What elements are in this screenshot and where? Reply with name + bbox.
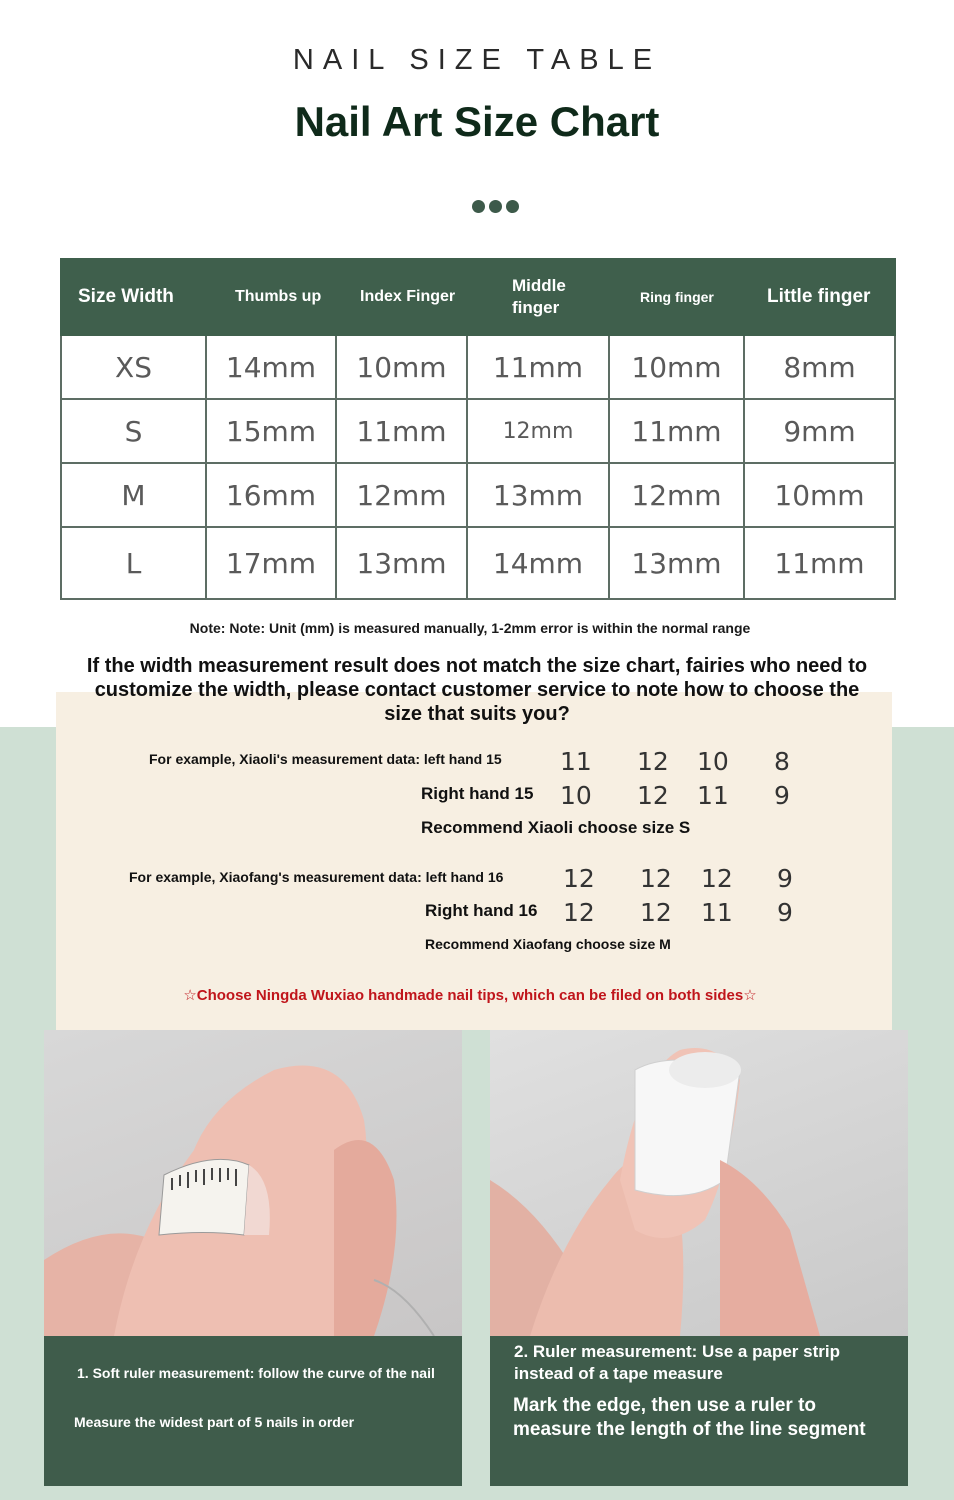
value-cell: 11mm xyxy=(336,399,467,463)
xiaoli-right-value: 10 xyxy=(560,781,592,810)
value-cell: 13mm xyxy=(336,527,467,599)
dot-icon xyxy=(472,200,485,213)
xiaofang-right-value: 9 xyxy=(777,898,793,927)
xiaoli-left-label: For example, Xiaoli's measurement data: left hand 15 xyxy=(149,751,502,767)
xiaofang-left-value: 12 xyxy=(701,864,733,893)
xiaofang-left-value: 9 xyxy=(777,864,793,893)
xiaofang-recommend: Recommend Xiaofang choose size M xyxy=(425,936,671,952)
xiaoli-right-value: 12 xyxy=(637,781,669,810)
value-cell: 10mm xyxy=(336,335,467,399)
brand-tagline: ☆Choose Ningda Wuxiao handmade nail tips, which can be filed on both sides☆ xyxy=(183,987,757,1004)
value-cell: 10mm xyxy=(609,335,744,399)
finger-with-paper-strip-illustration xyxy=(490,1030,908,1336)
examples-panel xyxy=(56,692,892,1030)
value-cell: 11mm xyxy=(744,527,895,599)
xiaofang-right-value: 12 xyxy=(563,898,595,927)
xiaofang-left-value: 12 xyxy=(563,864,595,893)
soft-ruler-step: 1. Soft ruler measurement: follow the curve of the nail xyxy=(77,1365,435,1381)
value-cell: 9mm xyxy=(744,399,895,463)
header-size-width: Size Width xyxy=(61,259,206,335)
dot-icon xyxy=(506,200,519,213)
header-little: Little finger xyxy=(744,259,895,335)
soft-ruler-detail: Measure the widest part of 5 nails in order xyxy=(74,1414,355,1430)
size-cell: M xyxy=(61,463,206,527)
paper-strip-caption xyxy=(490,1336,908,1486)
dots-decoration xyxy=(472,200,522,214)
value-cell: 17mm xyxy=(206,527,336,599)
value-cell: 11mm xyxy=(609,399,744,463)
paper-strip-photo xyxy=(490,1030,908,1336)
value-cell: 16mm xyxy=(206,463,336,527)
value-cell: 15mm xyxy=(206,399,336,463)
header-subtitle: NAIL SIZE TABLE xyxy=(292,44,662,76)
size-cell: L xyxy=(61,527,206,599)
value-cell: 12mm xyxy=(609,463,744,527)
custom-width-instruction: If the width measurement result does not match the size chart, fairies who need to customize the width, please contact customer service to note how to choose the size that suits you? xyxy=(86,655,868,725)
xiaoli-recommend: Recommend Xiaoli choose size S xyxy=(421,818,691,837)
value-cell: 12mm xyxy=(467,399,609,463)
xiaoli-right-value: 9 xyxy=(774,781,790,810)
table-row xyxy=(61,527,895,599)
value-cell: 10mm xyxy=(744,463,895,527)
value-cell: 11mm xyxy=(467,335,609,399)
xiaoli-right-label: Right hand 15 xyxy=(421,784,534,803)
paper-strip-step: 2. Ruler measurement: Use a paper strip instead of a tape measure xyxy=(514,1342,840,1383)
value-cell: 13mm xyxy=(467,463,609,527)
table-row xyxy=(61,399,895,463)
table-row xyxy=(61,463,895,527)
value-cell: 13mm xyxy=(609,527,744,599)
value-cell: 14mm xyxy=(467,527,609,599)
dot-icon xyxy=(489,200,502,213)
size-cell: XS xyxy=(61,335,206,399)
value-cell: 12mm xyxy=(336,463,467,527)
xiaofang-left-value: 12 xyxy=(640,864,672,893)
soft-ruler-photo xyxy=(44,1030,462,1336)
table-row xyxy=(61,335,895,399)
xiaoli-left-value: 10 xyxy=(697,747,729,776)
table-header-row xyxy=(61,259,895,335)
header-middle: Middle finger xyxy=(467,259,609,335)
size-cell: S xyxy=(61,399,206,463)
xiaofang-right-value: 11 xyxy=(701,898,733,927)
xiaoli-left-value: 8 xyxy=(774,747,790,776)
paper-strip-detail: Mark the edge, then use a ruler to measure the length of the line segment xyxy=(513,1395,866,1440)
measurement-note: Note: Note: Unit (mm) is measured manually, 1-2mm error is within the normal range xyxy=(189,620,751,636)
finger-with-soft-ruler-illustration xyxy=(44,1030,462,1336)
page-title: Nail Art Size Chart xyxy=(294,98,660,145)
xiaoli-right-value: 11 xyxy=(697,781,729,810)
header-thumb: Thumbs up xyxy=(206,259,336,335)
xiaofang-right-value: 12 xyxy=(640,898,672,927)
xiaoli-left-value: 12 xyxy=(637,747,669,776)
value-cell: 8mm xyxy=(744,335,895,399)
xiaoli-left-value: 11 xyxy=(560,747,592,776)
value-cell: 14mm xyxy=(206,335,336,399)
header-index: Index Finger xyxy=(336,259,467,335)
xiaofang-left-label: For example, Xiaofang's measurement data: left hand 16 xyxy=(129,869,504,885)
size-table xyxy=(60,258,896,600)
soft-ruler-caption xyxy=(44,1336,462,1486)
xiaofang-right-label: Right hand 16 xyxy=(425,901,538,920)
header-ring: Ring finger xyxy=(609,259,744,335)
